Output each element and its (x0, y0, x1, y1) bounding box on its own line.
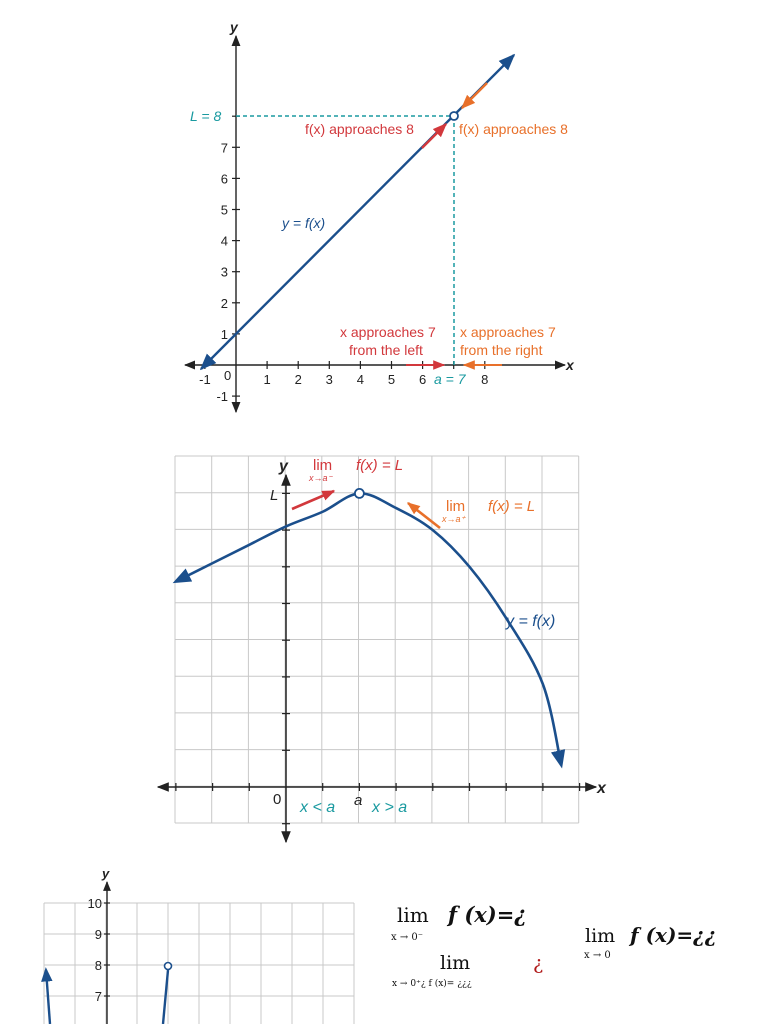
lim-operator: lim (440, 952, 471, 974)
right-fx-label: f(x) approaches 8 (459, 121, 568, 137)
x-tick-label: 6 (418, 372, 427, 387)
y-tick-label: 2 (220, 295, 228, 311)
x-tick-label: 2 (294, 372, 302, 387)
chart-one-sided-limit-linear (0, 0, 768, 430)
left-fx-label: f(x) approaches 8 (305, 121, 414, 137)
lim-operator: lim (585, 925, 616, 947)
left-approach-arrow (292, 491, 334, 509)
left-limit-subscript: x→a⁻ (309, 473, 333, 483)
curve-label: y = f(x) (282, 215, 326, 231)
x-tick-label: 4 (356, 372, 365, 387)
function-curve (176, 493, 561, 765)
y-tick-label: 6 (220, 171, 228, 187)
x-less-than-a-label: x < a (300, 799, 336, 816)
x-greater-than-a-label: x > a (372, 799, 408, 816)
a-label: a (354, 792, 363, 809)
left-limit-expression: f(x) = L (356, 457, 404, 474)
L-label: L (270, 487, 279, 504)
y-tick-label: -1 (216, 389, 228, 405)
y-tick-label: 4 (220, 233, 228, 249)
x-axis-label: x (566, 357, 574, 373)
y-tick-label: 9 (94, 927, 102, 942)
y-tick-label: 7 (220, 140, 228, 156)
lim-operator: lim (397, 903, 429, 927)
x-tick-label: 1 (263, 372, 271, 387)
y-tick-label: 10 (87, 896, 102, 911)
origin-label: 0 (273, 791, 282, 808)
right-limit-subscript: x→a⁺ (442, 514, 466, 524)
left-approach-arrow (422, 124, 446, 148)
lim-subscript: x → 0 (584, 950, 611, 961)
left-x-label-line2: from the left (349, 342, 423, 358)
right-x-label-line1: x approaches 7 (460, 324, 556, 340)
chart-two-sided-limit-curve (0, 450, 768, 850)
lim-subscript: x → 0⁻ (391, 932, 424, 943)
limit-two-sided-expression (584, 923, 717, 961)
lim-trailing: ¿ (533, 952, 544, 974)
right-limit-expression: f(x) = L (488, 498, 536, 515)
lim-expression: f (x)=¿¿ (630, 923, 717, 947)
a-label: a = 7 (434, 371, 466, 387)
y-tick-label: 3 (220, 264, 228, 280)
limit-right-expression (392, 952, 543, 989)
left-limit-lim: lim (313, 457, 333, 474)
x-axis-label: x (597, 780, 606, 797)
x-tick-label: -1 (199, 372, 211, 387)
lim-expression: f (x)=¿ (448, 902, 527, 927)
right-limit-lim: lim (446, 498, 466, 515)
limit-expressions (0, 860, 768, 1024)
y-tick-label: 8 (94, 958, 102, 973)
right-approach-arrow (462, 83, 487, 108)
open-point (355, 489, 364, 498)
y-axis-label: y (230, 19, 238, 35)
x-tick-label: 8 (481, 372, 489, 387)
x-tick-label: 3 (325, 372, 333, 387)
y-axis-label: y (279, 458, 288, 475)
y-axis-label: y (102, 866, 110, 881)
limit-left-expression (391, 902, 527, 943)
origin-label: 0 (224, 368, 232, 383)
L-label: L = 8 (190, 108, 222, 124)
y-tick-label: 5 (220, 202, 228, 218)
lim-subscript: x → 0⁺¿ f (x)= ¿¿¿ (392, 979, 472, 989)
right-x-label-line2: from the right (460, 342, 543, 358)
curve-label: y = f(x) (506, 613, 556, 630)
open-point (450, 112, 458, 120)
x-tick-label: 5 (387, 372, 396, 387)
y-tick-label: 7 (94, 989, 102, 1004)
y-tick-label: 1 (220, 326, 228, 342)
left-x-label-line1: x approaches 7 (340, 324, 436, 340)
